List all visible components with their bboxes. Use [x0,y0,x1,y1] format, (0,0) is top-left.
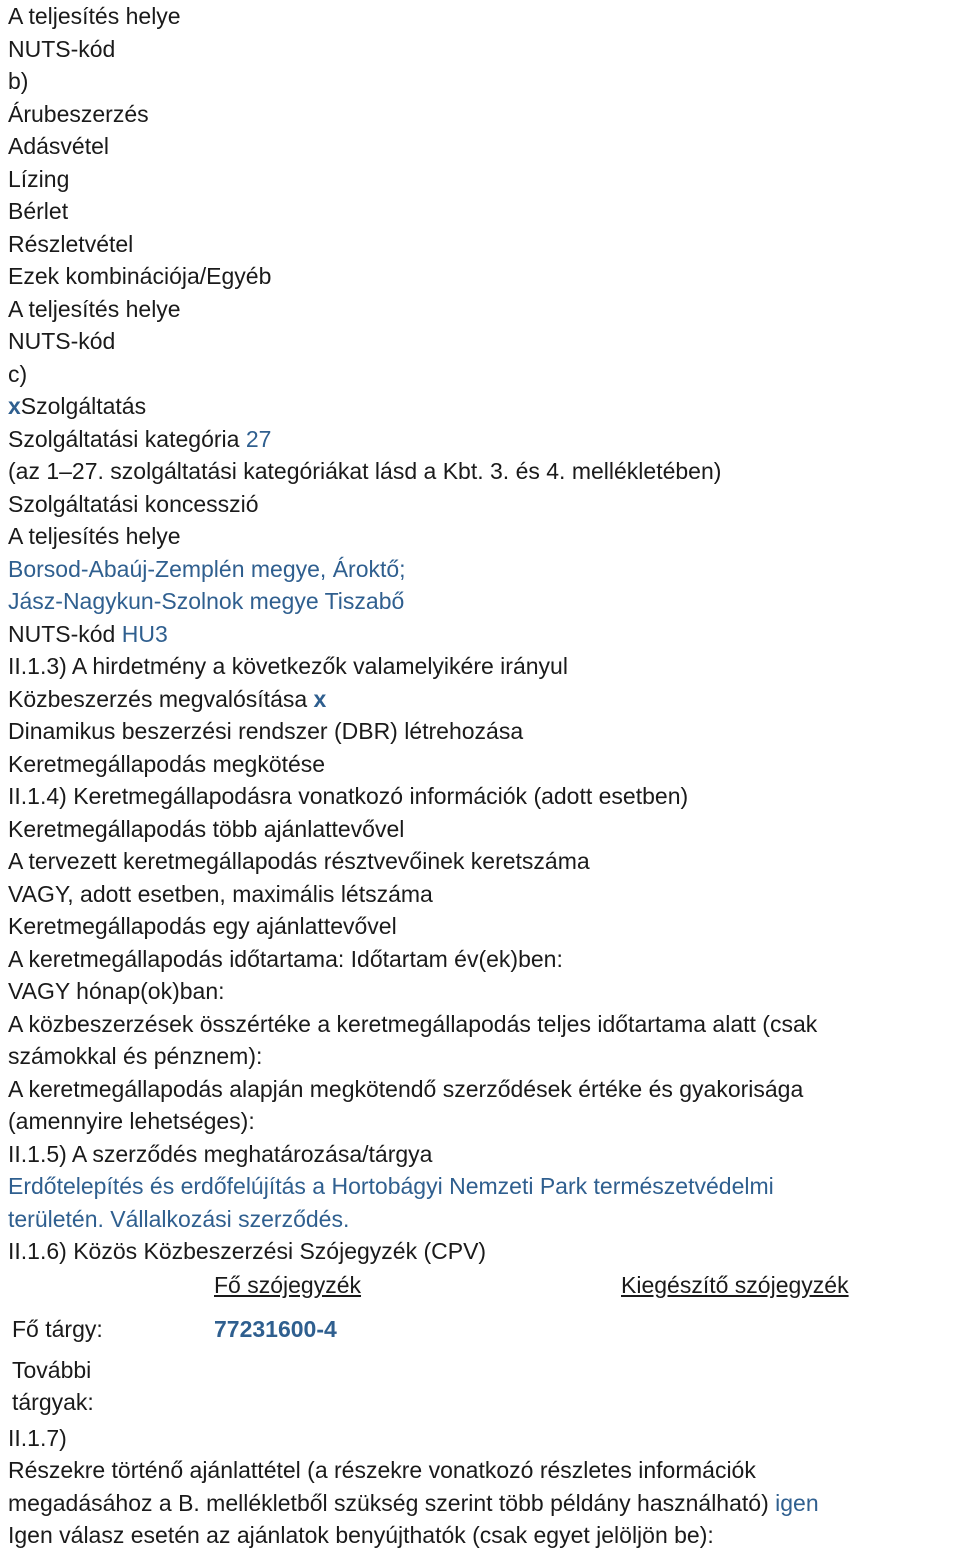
cpv-main-label: Fő tárgy: [12,1315,103,1342]
nuts-code [8,618,960,651]
text-line: Részletvétel [8,230,134,257]
lots-value: igen [775,1489,819,1516]
section-heading: II.1.4) Keretmegállapodásra vonatkozó információk (adott esetben) [8,783,689,809]
category-label: Szolgáltatási kategória [8,425,246,452]
procurement-option [8,683,960,716]
section-heading: II.1.5) A szerződés meghatározása/tárgya [8,1140,433,1167]
place-value: Borsod-Abaúj-Zemplén megye, Ároktő; [8,555,406,582]
cpv-main-column-header: Fő szójegyzék [214,1271,362,1298]
section-heading: II.1.3) A hirdetmény a következők valamelyikére irányul [8,653,568,679]
text-line: NUTS-kód [8,328,116,354]
category-note: (az 1–27. szolgáltatási kategóriákat lásd a Kbt. 3. és 4. mellékletében) [8,458,722,484]
contract-subject: Erdőtelepítés és erdőfelújítás a Hortobágyi Nemzeti Park természetvédelmi [8,1173,774,1199]
text-line: A keretmegállapodás időtartama: Időtartam év(ek)ben: [8,945,563,972]
service-label: Szolgáltatás [20,393,147,419]
option-label: Közbeszerzés megvalósítása [8,685,314,712]
text-line: VAGY, adott esetben, maximális létszáma [8,880,433,907]
text-line: c) [8,360,28,387]
concession-label: Szolgáltatási koncesszió [8,490,259,517]
category-value: 27 [245,425,272,452]
text-line: Részekre történő ajánlattétel (a részekre vonatkozó részletes információk [8,1457,756,1483]
lots-answer [8,1487,960,1520]
cpv-table-header [8,1268,960,1308]
cpv-main-row [8,1308,960,1350]
cpv-main-code: 77231600-4 [214,1315,337,1342]
selected-mark: x [313,685,327,712]
service-option [8,390,960,423]
dbr-option: Dinamikus beszerzési rendszer (DBR) létrehozása [8,718,524,744]
text-line: Árubeszerzés [8,100,149,127]
section-heading: II.1.7) [8,1424,67,1451]
text-line: Adásvétel [8,133,110,159]
contract-subject: területén. Vállalkozási szerződés. [8,1205,350,1232]
text-line: NUTS-kód [8,35,116,62]
nuts-value: HU3 [121,620,168,647]
selected-mark: x [8,393,21,419]
section-heading: II.1.6) Közös Közbeszerzési Szójegyzék (CPV) [8,1238,487,1264]
framework-option: Keretmegállapodás megkötése [8,750,326,777]
text-line: b) [8,68,29,94]
cpv-further-label: További tárgyak: [12,1356,94,1415]
text-line: A teljesítés helye [8,3,181,29]
text-line: Lízing [8,165,70,192]
nuts-label: NUTS-kód [8,620,122,647]
text-line: A közbeszerzések összértéke a keretmegállapodás teljes időtartama alatt (csak [8,1010,818,1037]
text-line: A tervezett keretmegállapodás résztvevőinek keretszáma [8,848,590,874]
service-category [8,423,960,456]
text-line: A teljesítés helye [8,295,181,322]
text-line: Ezek kombinációja/Egyéb [8,263,272,289]
text-line: Igen válasz esetén az ajánlatok benyújthatók (csak egyet jelöljön be): [8,1522,714,1548]
text-line: Keretmegállapodás több ajánlattevővel [8,815,405,842]
place-label: A teljesítés helye [8,523,181,549]
text-line: VAGY hónap(ok)ban: [8,978,225,1004]
text-line: (amennyire lehetséges): [8,1108,255,1134]
text-line: számokkal és pénznem): [8,1043,263,1069]
lots-label: megadásához a B. mellékletből szükség szerint több példány használható) [8,1489,776,1516]
text-line: Bérlet [8,198,69,224]
cpv-further-row [8,1350,960,1422]
cpv-supp-column-header: Kiegészítő szójegyzék [621,1271,849,1298]
text-line: A keretmegállapodás alapján megkötendő szerződések értéke és gyakorisága [8,1075,804,1102]
place-value: Jász-Nagykun-Szolnok megye Tiszabő [8,588,405,614]
text-line: Keretmegállapodás egy ajánlattevővel [8,913,397,939]
